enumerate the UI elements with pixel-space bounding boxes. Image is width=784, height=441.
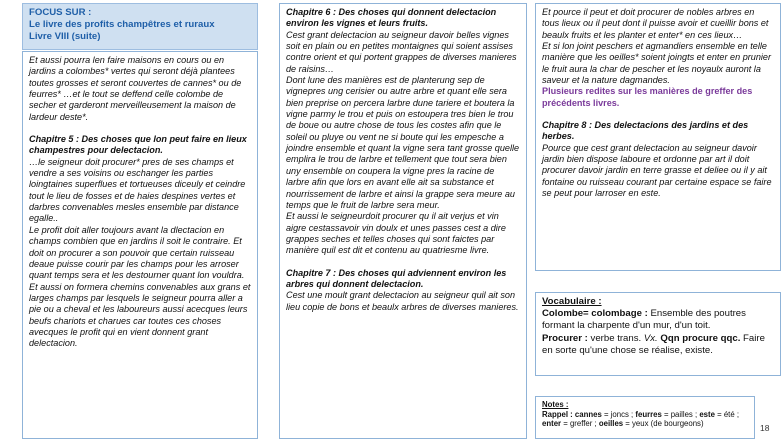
note-term: Rappel : cannes xyxy=(542,409,602,419)
note-term: enter xyxy=(542,419,562,429)
commentary-note: Plusieurs redites sur les manières de greffer des précédents livres. xyxy=(542,86,753,108)
vocabulary-term: Colombe= colombage : xyxy=(542,308,648,320)
book-subtitle: Livre VIII (suite) xyxy=(29,31,101,42)
vocabulary-definition: Ensemble des poutres formant la charpente d'un mur, d'un toit. xyxy=(542,308,746,332)
chapter-5-heading: Chapitre 5 : Des choses que lon peut faire en lieux champestres pour delectacion. xyxy=(29,134,247,156)
vocabulary-definition: Faire en sorte qu'une chose se réalise, existe. xyxy=(542,332,765,356)
vocabulary-title: Vocabulaire : xyxy=(542,296,602,307)
paragraph: Le profit doit aller toujours avant la dlectacion en champs combien que en jardins il soit le contraire. Et doit on procurer a son pouvoir que certain ruisseau deaue puisse courir par les champs pour les arroser quant temps sera et les destourner quant lon vouldra. Et aussi on formera chemins convenables aux grans et larges champs par lesquels le seigneur pourra aller a pie ou a cheval et les laboureurs aussi acecques leurs beufs chariots et charues car toutes ces choses avecques le profit qui en vient donnent grant delectacion. xyxy=(29,224,251,349)
note-text: = été ; xyxy=(714,409,739,419)
note-term: oeilles xyxy=(598,419,624,429)
vocabulary-abbrev: Vx. xyxy=(643,332,658,344)
note-text: = yeux (de bourgeons) xyxy=(623,419,704,429)
chapter-7-heading: Chapitre 7 : Des choses qui adviennent environ les arbres qui donnent delectacion. xyxy=(286,267,507,289)
paragraph: Pource que cest grant delectacion au seigneur davoir jardin bien dispose laboure et ordonne par art il doit procurer davoir jardin en terre grasse et deliee ou il y ait fontaine ou ruisseau courant par certaine espace se faire se peut pour larroser en este. xyxy=(542,142,772,199)
focus-header xyxy=(22,3,258,50)
vocabulary-definition: verbe trans. xyxy=(587,332,644,344)
paragraph: Et si lon joint peschers et agmandiers ensemble en telle manière que les oeilles* soient joingts et enter en prunier le fruit aura la char de pescher et les noyaulx auront la saveur et la nature dagmandes. xyxy=(542,41,771,86)
note-text: = joncs ; xyxy=(601,409,636,419)
paragraph: Et pource il peut et doit procurer de nobles arbres en tous lieux ou il peut dont il puisse avoir et cueillir bons et beaulx fruits et les planter et enter* en ces lieux… xyxy=(542,7,769,40)
chapter-8-heading: Chapitre 8 : Des delectacions des jardins et des herbes. xyxy=(542,120,749,142)
notes-line xyxy=(542,419,748,429)
vocabulary-entry xyxy=(542,308,774,332)
vocabulary-term: Procurer : xyxy=(542,332,588,344)
paragraph: Et aussi le seigneurdoit procurer qu il ait verjus et vin aigre cestassavoir vin doulx et unes passes cest a dire grappes seches et telles choses qui sont faictes par manière quil est dit et contenu au quatriesme livre. xyxy=(286,211,506,256)
vocabulary-entry xyxy=(542,333,774,357)
page-number: 18 xyxy=(760,423,770,433)
notes-line xyxy=(542,410,748,420)
focus-label: FOCUS SUR : xyxy=(29,7,92,18)
paragraph: Et aussi pourra len faire maisons en cours ou en jardins a colombes* vertes qui seront déjà plantees toutes grosses et seront couvertes de cannes* ou de feurres* …et le tout se deffend celle colombe de secher et garderont merveilleusement la maison de lardeur deste*. xyxy=(29,55,242,122)
text-column-3 xyxy=(535,3,781,271)
note-term: feurres xyxy=(635,409,662,419)
notes-title: Notes : xyxy=(542,400,569,409)
book-title: Le livre des profits champêtres et ruraux xyxy=(29,19,215,30)
note-text: = greffer ; xyxy=(561,419,599,429)
note-term: este xyxy=(699,409,715,419)
text-column-2 xyxy=(279,3,527,439)
paragraph: Cest grant delectacion au seigneur davoir belles vignes soit en plain ou en petites montaignes qui soient assises contre orient et qui portent grappes de diverses manieres de raisins… xyxy=(286,29,517,74)
paragraph: Dont lune des manières est de planterung sep de vignepres ung cerisier ou autre arbre et quant elle sera bien preprise on percera larbre dune tariere et boutera la vigne parmy le trou et puis on estoupera tres bien le trou de boue ou autre chose de tous les costes afin que le soleil ou pluye ou vent ne si boute qui les empesche a joindre ensemble et quant la vigne sera tant grosse quelle emplira le trou de larbre et tellement que tout sera bien uny ensemble on coupera la vigne pres la racine de larbre afin que lors en avant elle ait sa substance et nourrissement de larbre et ainsi la grappe sera meure au temps que le fruit de larbre sera meur. xyxy=(286,75,520,210)
paragraph: …le seigneur doit procurer* pres de ses champs et vendre a ses voisins ou eschanger les parties loingtaines superflues et tortueuses diceuly et ceindre tout le lieu de fosses et de haies despines vertes et darbres convenables mesles ensemble par distance egalle.. xyxy=(29,156,246,224)
vocabulary-construction: Qqn procure qqc. xyxy=(660,332,741,344)
notes-box xyxy=(535,396,755,439)
vocabulary-box xyxy=(535,292,781,376)
text-column-1 xyxy=(22,51,258,439)
paragraph: Cest une moult grant delectacion au seigneur quil ait son lieu copie de bons et beaulx arbres de diverses manieres. xyxy=(286,290,519,312)
note-text: = pailles ; xyxy=(661,409,700,419)
chapter-6-heading: Chapitre 6 : Des choses qui donnent delectacion environ les vignes et leurs fruits. xyxy=(286,7,497,29)
